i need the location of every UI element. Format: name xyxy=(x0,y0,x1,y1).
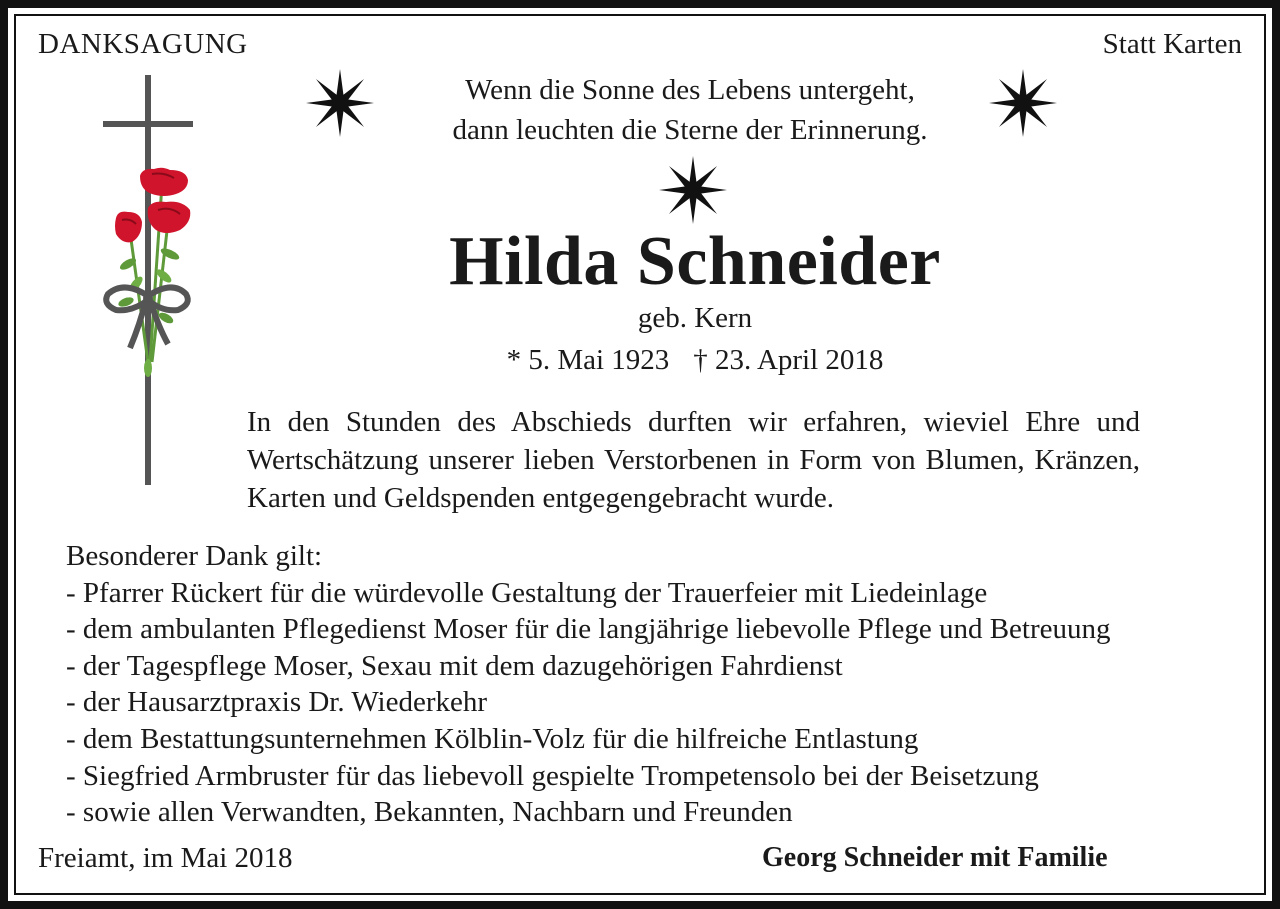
verse-line-1: Wenn die Sonne des Lebens untergeht, xyxy=(465,74,915,106)
signature: Georg Schneider mit Familie xyxy=(762,842,1108,873)
header-statt-karten: Statt Karten xyxy=(1102,28,1242,60)
special-thanks xyxy=(66,538,1246,831)
list-item: - Siegfried Armbruster für das liebevoll gespielte Trompetensolo bei der Beisetzung xyxy=(66,759,1039,792)
list-item: - der Tagespflege Moser, Sexau mit dem dazugehörigen Fahrdienst xyxy=(66,649,843,682)
list-item: - dem Bestattungsunternehmen Kölblin-Volz für die hilfreiche Entlastung xyxy=(66,722,919,755)
special-thanks-heading: Besonderer Dank gilt: xyxy=(66,540,323,572)
verse-line-2: dann leuchten die Sterne der Erinnerung. xyxy=(452,114,928,146)
header-danksagung: DANKSAGUNG xyxy=(38,28,248,60)
list-item: - sowie allen Verwandten, Bekannten, Nachbarn und Freunden xyxy=(66,796,793,829)
deceased-name: Hilda Schneider xyxy=(449,223,941,300)
star-icon xyxy=(300,63,380,143)
place-date: Freiamt, im Mai 2018 xyxy=(38,842,293,874)
star-icon xyxy=(653,150,733,230)
death-date: † 23. April 2018 xyxy=(693,344,884,376)
life-dates xyxy=(300,344,1090,377)
birth-date: * 5. Mai 1923 xyxy=(506,344,670,376)
list-item: - der Hausarztpraxis Dr. Wiederkehr xyxy=(66,686,488,719)
list-item: - Pfarrer Rückert für die würdevolle Gestaltung der Trauerfeier mit Liedeinlage xyxy=(66,576,988,609)
list-item: - dem ambulanten Pflegedienst Moser für die langjährige liebevolle Pflege und Betreuung xyxy=(66,613,1111,646)
maiden-name: geb. Kern xyxy=(637,302,753,334)
verse xyxy=(380,70,1000,150)
thanks-paragraph: In den Stunden des Abschieds durften wir erfahren, wieviel Ehre und Wertschätzung unserer lieben Verstorbenen in Form von Blumen, Kränzen, Karten und Geldspenden entgegengebracht wurde. xyxy=(247,406,1140,514)
cross-with-roses-icon xyxy=(100,72,200,487)
